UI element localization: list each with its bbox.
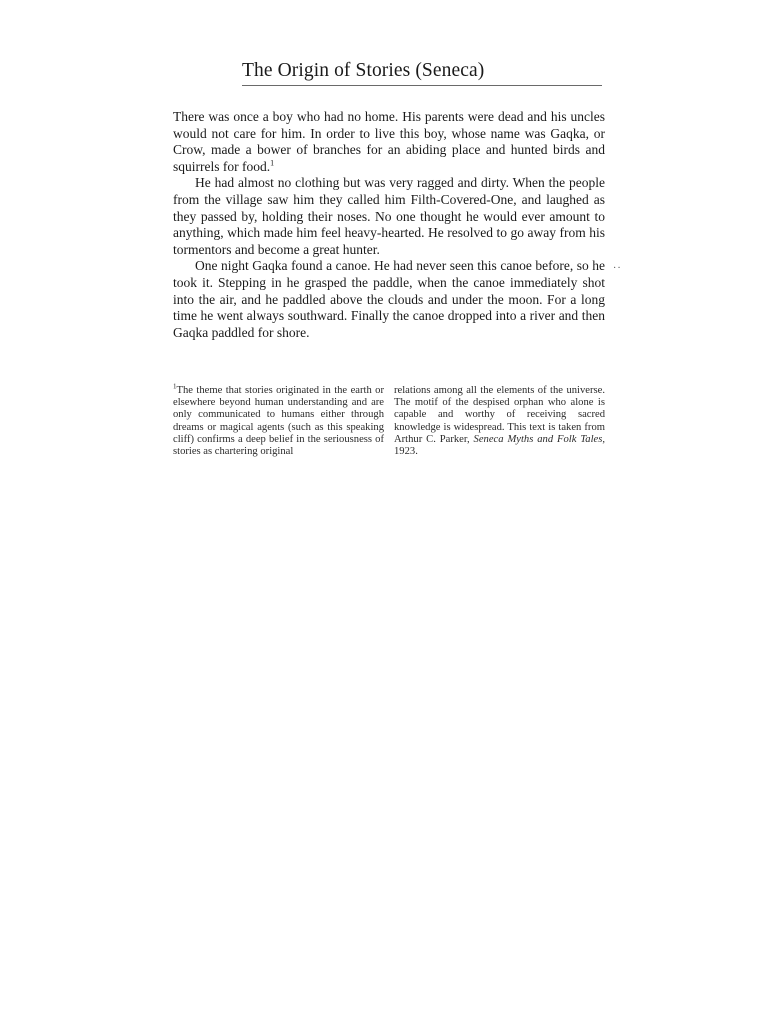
- story-body: [173, 109, 605, 341]
- footnote-text-3: 1923.: [394, 446, 418, 458]
- paragraph-1: [173, 109, 605, 175]
- footnote-column-1: [173, 382, 384, 458]
- footnote-text-2: relations among all the elements of the universe. The motif of the despised orphan who alone is capable and worthy of receiving sacred knowledge is widespread. This text is taken from Arthur C. Parker,: [394, 385, 605, 445]
- footnote-number: 1: [173, 382, 177, 391]
- book-title: Seneca Myths and Folk Tales,: [473, 433, 605, 445]
- footnote-text-1: The theme that stories originated in the earth or elsewhere beyond human understanding and are only communicated to humans either through dreams or magical agents (such as this speaking cliff) confirms a deep belief in the seriousness of stories as chartering original: [173, 385, 384, 458]
- margin-mark: ··: [613, 263, 622, 274]
- footnote-section: [173, 382, 605, 458]
- title-rule: [242, 85, 602, 86]
- chapter-header: [242, 58, 602, 86]
- paragraph-1-text: There was once a boy who had no home. His parents were dead and his uncles would not care for him. In order to live this boy, whose name was Gaqka, or Crow, made a bower of branches for an abiding place and hunted birds and squirrels for food.: [173, 109, 605, 174]
- page-title: The Origin of Stories (Seneca): [242, 60, 485, 81]
- paragraph-2: He had almost no clothing but was very ragged and dirty. When the people from the village saw him they called him Filth-Covered-One, and laughed as they passed by, holding their noses. No one thought he would ever amount to anything, which made him feel heavy-hearted. He resolved to go away from his tormentors and become a great hunter.: [173, 175, 605, 257]
- footnote-reference: 1: [270, 158, 275, 168]
- footnote-column-2: [394, 385, 605, 458]
- paragraph-3: One night Gaqka found a canoe. He had never seen this canoe before, so he took it. Stepping in he grasped the paddle, when the canoe immediately shot into the air, and he paddled above the clouds and under the moon. For a long time he went always southward. Finally the canoe dropped into a river and then Gaqka paddled for shore.: [173, 258, 605, 340]
